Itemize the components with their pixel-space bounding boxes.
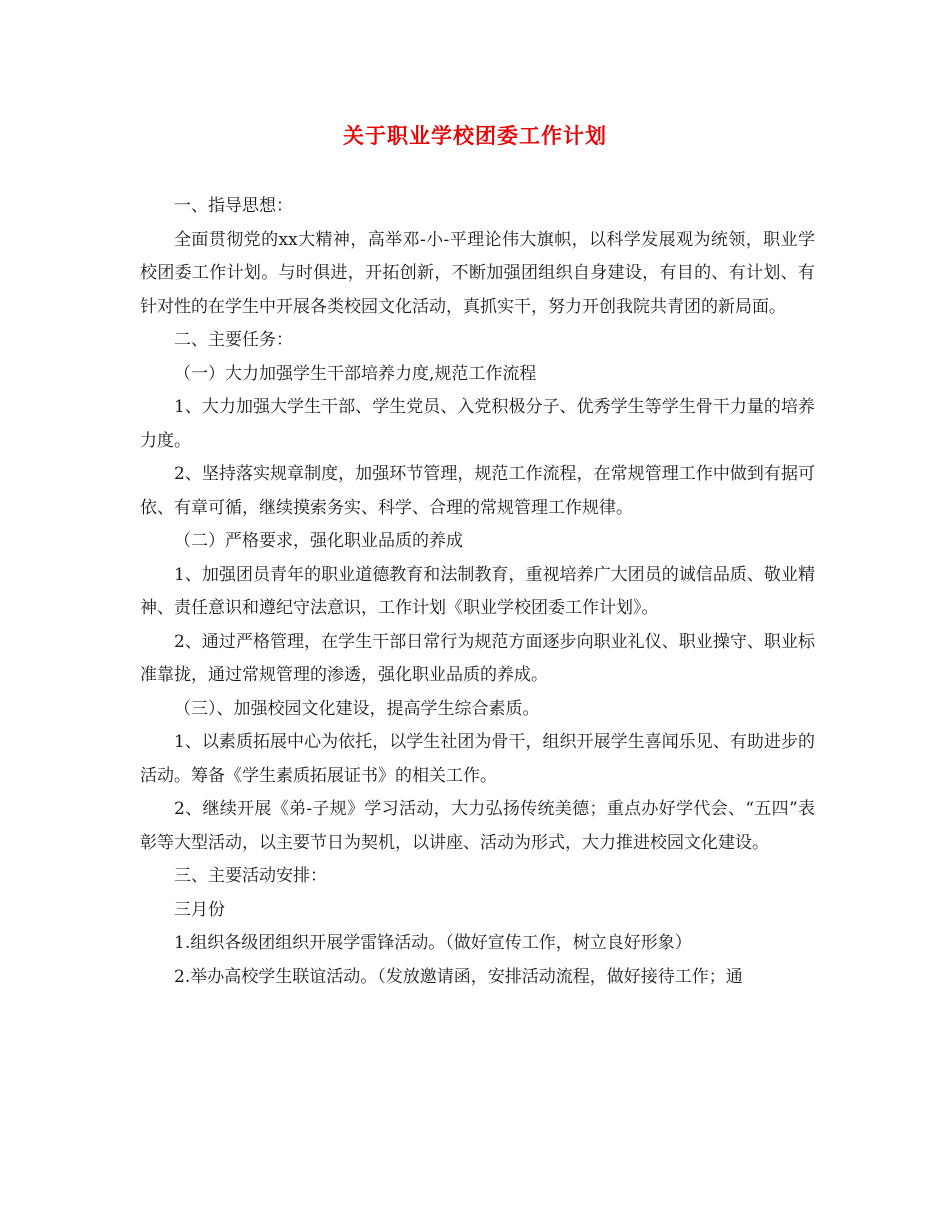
document-title: 关于职业学校团委工作计划 [343,123,607,148]
paragraph: 1、大力加强大学生干部、学生党员、入党积极分子、优秀学生等学生骨干力量的培养力度。 [140,397,815,451]
paragraph: 三月份 [174,899,225,920]
paragraph: （三）、加强校园文化建设，提高学生综合素质。 [174,698,540,719]
paragraph: 一、指导思想： [174,196,293,216]
paragraph: 2、通过严格管理，在学生干部日常行为规范方面逐步向职业礼仪、职业操守、职业标准靠拢，通过常规管理的渗透，强化职业品质的养成。 [140,631,815,685]
paragraph: 2、继续开展《弟-子规》学习活动，大力弘扬传统美德；重点办好学代会、“五四”表彰等大型活动，以主要节日为契机，以讲座、活动为形式，大力推进校园文化建设。 [140,799,815,853]
paragraph: 1.组织各级团组织开展学雷锋活动。（做好宣传工作，树立良好形象） [174,933,692,953]
paragraph: 1、加强团员青年的职业道德教育和法制教育，重视培养广大团员的诚信品质、敬业精神、责任意识和遵纪守法意识，工作计划《职业学校团委工作计划》。 [140,564,815,618]
paragraph: 1、以素质拓展中心为依托，以学生社团为骨干，组织开展学生喜闻乐见、有助进步的活动。筹备《学生素质拓展证书》的相关工作。 [140,732,815,786]
document-body [140,190,815,994]
paragraph: （二）严格要求，强化职业品质的养成 [174,531,463,551]
paragraph: 全面贯彻党的xx大精神，高举邓-小-平理论伟大旗帜，以科学发展观为统领，职业学校团委工作计划。与时俱进，开拓创新，不断加强团组织自身建设，有目的、有计划、有针对性的在学生中开展各类校园文化活动，真抓实干，努力开创我院共青团的新局面。 [140,229,815,317]
paragraph: 三、主要活动安排： [174,866,327,886]
paragraph: 2.举办高校学生联谊活动。（发放邀请函，安排活动流程，做好接待工作；通 [174,966,743,987]
paragraph: 二、主要任务： [174,330,293,350]
paragraph: （一）大力加强学生干部培养力度,规范工作流程 [174,363,537,384]
paragraph: 2、坚持落实规章制度，加强环节管理，规范工作流程，在常规管理工作中做到有据可依、有章可循，继续摸索务实、科学、合理的常规管理工作规律。 [140,464,815,518]
